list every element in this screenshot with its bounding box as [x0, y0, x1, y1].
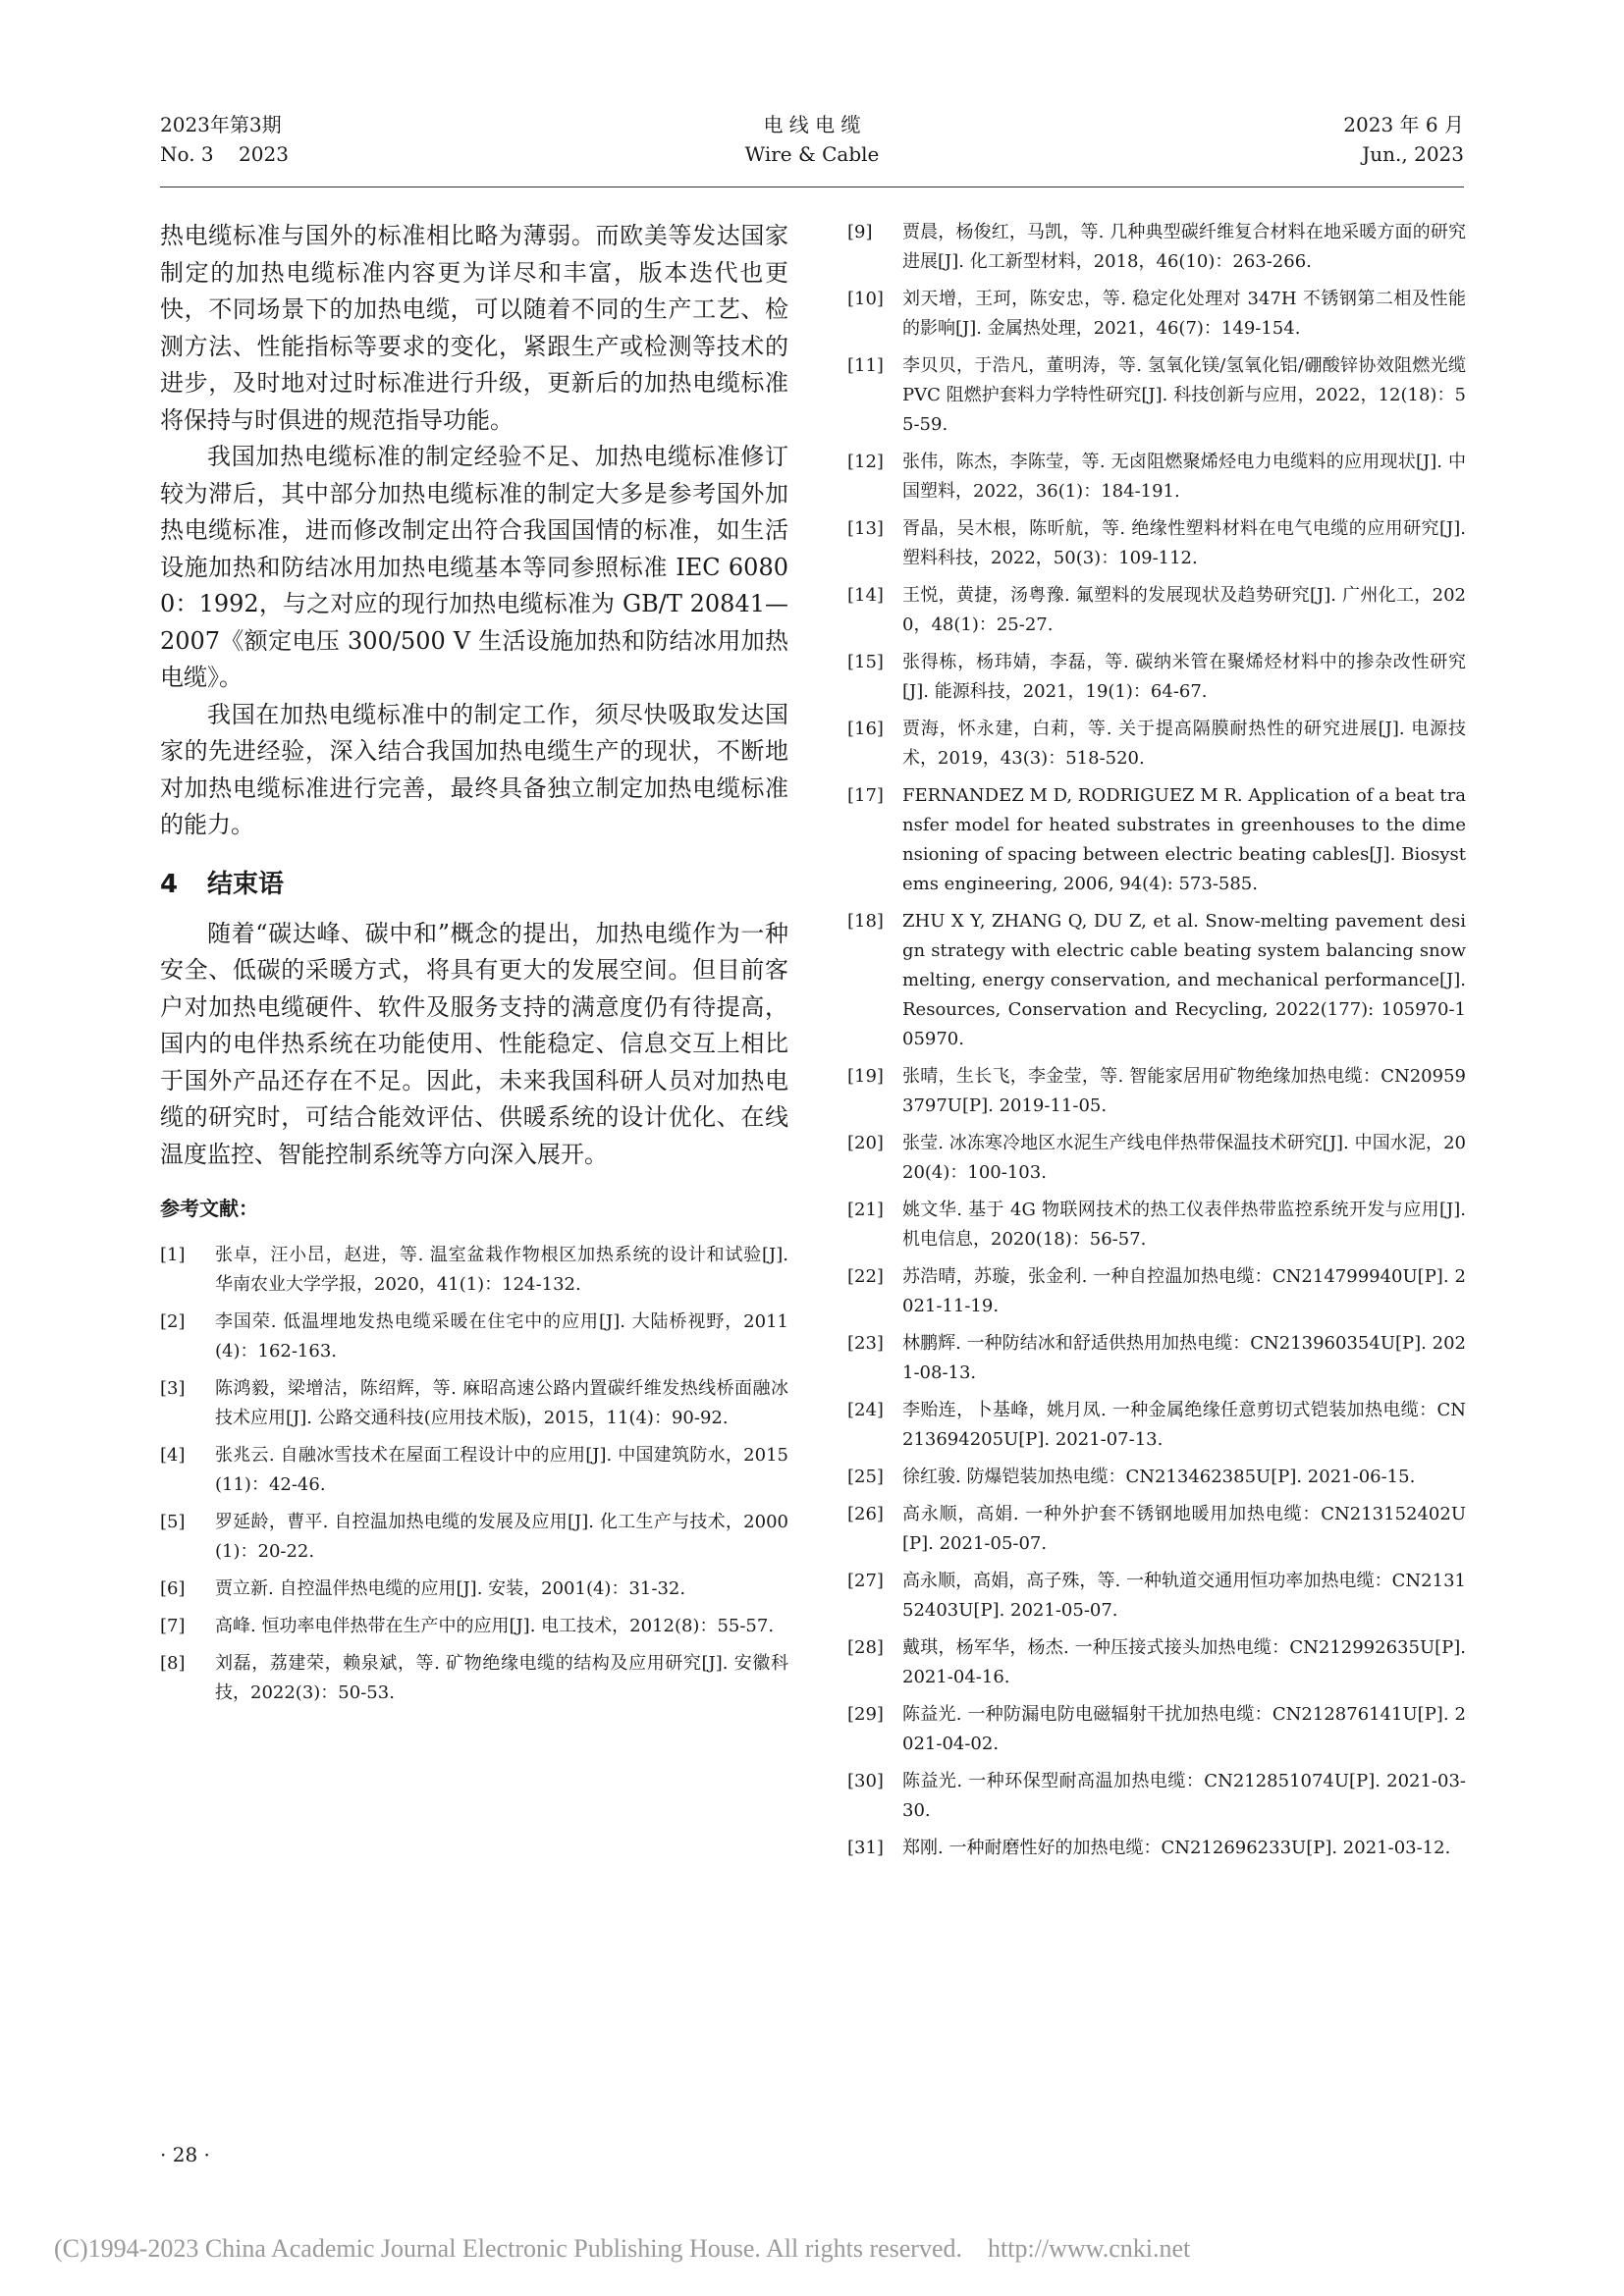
- reference-item: [847, 514, 1466, 573]
- reference-item: [847, 1633, 1466, 1692]
- reference-item: [847, 1196, 1466, 1255]
- reference-item: [160, 1308, 788, 1366]
- reference-item: [847, 1129, 1466, 1188]
- reference-text: 苏浩晴，苏璇，张金利. 一种自控温加热电缆：CN214799940U[P]. 2021-11-19.: [902, 1266, 1466, 1316]
- reference-text: 贾立新. 自控温伴热电缆的应用[J]. 安装，2001(4)：31-32.: [215, 1578, 686, 1599]
- date-cn: 2023 年 6 月: [1343, 113, 1464, 136]
- reference-item: [847, 351, 1466, 440]
- reference-text: 高峰. 恒功率电伴热带在生产中的应用[J]. 电工技术，2012(8)：55-57.: [215, 1616, 775, 1636]
- reference-number: [7]: [160, 1616, 186, 1636]
- reference-item: [847, 448, 1466, 507]
- reference-text: 罗延龄，曹平. 自控温加热电缆的发展及应用[J]. 化工生产与技术，2000(1)：20-22.: [215, 1512, 788, 1562]
- reference-text: 刘天增，王珂，陈安忠，等. 稳定化处理对 347H 不锈钢第二相及性能的影响[J]. 金属热处理，2021，46(7)：149-154.: [902, 289, 1466, 339]
- page-number: · 28 ·: [160, 2143, 210, 2166]
- reference-text: 高永顺，高娟，高子殊，等. 一种轨道交通用恒功率加热电缆：CN213152403U[P]. 2021-05-07.: [902, 1571, 1466, 1621]
- reference-item: [847, 1329, 1466, 1388]
- reference-number: [22]: [847, 1266, 884, 1287]
- reference-number: [4]: [160, 1445, 186, 1466]
- reference-text: 李贝贝，于浩凡，董明涛，等. 氢氧化镁/氢氧化铝/硼酸锌协效阻燃光缆 PVC 阻燃护套料力学特性研究[J]. 科技创新与应用，2022，12(18)：55-59.: [902, 355, 1466, 435]
- reference-item: [160, 1649, 788, 1708]
- reference-number: [27]: [847, 1571, 884, 1591]
- reference-number: [21]: [847, 1200, 884, 1220]
- copyright-watermark: (C)1994-2023 China Academic Journal Electronic Publishing House. All rights reserved. http://www.cnki.net: [54, 2234, 1191, 2263]
- reference-number: [20]: [847, 1133, 884, 1153]
- reference-number: [24]: [847, 1400, 884, 1420]
- reference-item: [847, 285, 1466, 344]
- reference-number: [13]: [847, 518, 884, 539]
- reference-number: [5]: [160, 1512, 186, 1532]
- reference-item: [847, 1062, 1466, 1121]
- issue-en: No. 3 2023: [160, 142, 289, 166]
- reference-text: 陈益光. 一种环保型耐高温加热电缆：CN212851074U[P]. 2021-03-30.: [902, 1771, 1466, 1821]
- reference-item: [847, 1700, 1466, 1759]
- reference-item: [847, 648, 1466, 707]
- right-column: [847, 218, 1466, 1871]
- reference-number: [28]: [847, 1637, 884, 1658]
- reference-text: 徐红骏. 防爆铠装加热电缆：CN213462385U[P]. 2021-06-15.: [902, 1467, 1416, 1487]
- references-list-right: [847, 218, 1466, 1863]
- reference-item: [160, 1374, 788, 1433]
- reference-text: 李国荣. 低温埋地发热电缆采暖在住宅中的应用[J]. 大陆桥视野，2011(4)：162-163.: [215, 1311, 788, 1362]
- body-paragraph-3: 我国在加热电缆标准中的制定工作，须尽快吸取发达国家的先进经验，深入结合我国加热电缆生产的现状，不断地对加热电缆标准进行完善，最终具备独立制定加热电缆标准的能力。: [160, 700, 788, 838]
- reference-text: 张伟，陈杰，李陈莹，等. 无卤阻燃聚烯烃电力电缆料的应用现状[J]. 中国塑料，2022，36(1)：184-191.: [902, 452, 1466, 502]
- reference-text: 贾海，怀永建，白莉，等. 关于提高隔膜耐热性的研究进展[J]. 电源技术，2019，43(3)：518-520.: [902, 719, 1466, 769]
- reference-item: [847, 1500, 1466, 1559]
- reference-text: 刘磊，荔建荣，赖泉斌，等. 矿物绝缘电缆的结构及应用研究[J]. 安徽科技，2022(3)：50-53.: [215, 1653, 788, 1703]
- journal-name-en: Wire & Cable: [744, 142, 880, 166]
- section-title: 结束语: [207, 869, 285, 899]
- reference-item: [847, 1834, 1466, 1863]
- reference-item: [847, 218, 1466, 277]
- reference-number: [18]: [847, 911, 884, 932]
- reference-text: 陈鸿毅，梁增洁，陈绍辉，等. 麻昭高速公路内置碳纤维发热线桥面融冰技术应用[J]. 公路交通科技(应用技术版)，2015，11(4)：90-92.: [215, 1378, 788, 1428]
- issue-cn: 2023年第3期: [160, 113, 282, 136]
- section-number: 4: [160, 869, 179, 899]
- reference-number: [1]: [160, 1245, 186, 1265]
- section-heading: [160, 864, 788, 900]
- reference-text: 张莹. 冰冻寒冷地区水泥生产线电伴热带保温技术研究[J]. 中国水泥，2020(4)：100-103.: [902, 1133, 1466, 1183]
- reference-number: [26]: [847, 1504, 884, 1524]
- reference-item: [847, 581, 1466, 640]
- reference-number: [15]: [847, 652, 884, 672]
- reference-item: [847, 907, 1466, 1054]
- reference-item: [847, 715, 1466, 774]
- references-heading: 参考文献：: [160, 1197, 258, 1220]
- reference-item: [160, 1575, 788, 1604]
- reference-item: [160, 1241, 788, 1300]
- reference-number: [6]: [160, 1578, 186, 1599]
- reference-text: 王悦，黄捷，汤粤豫. 氟塑料的发展现状及趋势研究[J]. 广州化工，2020，48(1)：25-27.: [902, 585, 1466, 635]
- reference-number: [14]: [847, 585, 884, 606]
- reference-text: 高永顺，高娟. 一种外护套不锈钢地暖用加热电缆：CN213152402U[P]. 2021-05-07.: [902, 1504, 1466, 1554]
- journal-name: [665, 110, 959, 169]
- reference-number: [11]: [847, 355, 884, 376]
- reference-number: [30]: [847, 1771, 884, 1791]
- journal-name-cn: 电 线 电 缆: [763, 113, 861, 136]
- reference-number: [17]: [847, 785, 884, 806]
- journal-issue: [160, 110, 289, 169]
- reference-item: [160, 1612, 788, 1641]
- reference-number: [23]: [847, 1333, 884, 1354]
- reference-text: 林鹏辉. 一种防结冰和舒适供热用加热电缆：CN213960354U[P]. 2021-08-13.: [902, 1333, 1466, 1383]
- reference-item: [160, 1441, 788, 1500]
- reference-text: 张得栋，杨玮婧，李磊，等. 碳纳米管在聚烯烃材料中的掺杂改性研究[J]. 能源科技，2021，19(1)：64-67.: [902, 652, 1466, 702]
- reference-text: 贾晨，杨俊红，马凯，等. 几种典型碳纤维复合材料在地采暖方面的研究进展[J]. 化工新型材料，2018，46(10)：263-266.: [902, 222, 1466, 272]
- reference-number: [9]: [847, 222, 873, 242]
- reference-text: 戴琪，杨军华，杨杰. 一种压接式接头加热电缆：CN212992635U[P]. 2021-04-16.: [902, 1637, 1466, 1687]
- left-column: [160, 218, 788, 1716]
- reference-item: [160, 1508, 788, 1567]
- references-list-left: [160, 1241, 788, 1708]
- reference-text: 郑刚. 一种耐磨性好的加热电缆：CN212696233U[P]. 2021-03-12.: [902, 1838, 1451, 1858]
- reference-number: [31]: [847, 1838, 884, 1858]
- reference-item: [847, 1262, 1466, 1321]
- journal-date: [1343, 110, 1464, 169]
- reference-number: [8]: [160, 1653, 186, 1674]
- reference-text: 张兆云. 自融冰雪技术在屋面工程设计中的应用[J]. 中国建筑防水，2015(11)：42-46.: [215, 1445, 788, 1495]
- reference-text: 李贻连，卜基峰，姚月凤. 一种金属绝缘任意剪切式铠装加热电缆：CN213694205U[P]. 2021-07-13.: [902, 1400, 1466, 1450]
- reference-number: [10]: [847, 289, 884, 309]
- reference-item: [847, 1567, 1466, 1626]
- reference-number: [25]: [847, 1467, 884, 1487]
- reference-text: ZHU X Y, ZHANG Q, DU Z, et al. Snow-melting pavement design strategy with electric cable beating system balancing snow melting, energy conservation, and mechanical performance[J]. Resources, Conservation and Recycling, 2022(177): 105970-105970.: [902, 911, 1466, 1049]
- reference-number: [3]: [160, 1378, 186, 1399]
- reference-item: [847, 1463, 1466, 1492]
- body-paragraph-1: 热电缆标准与国外的标准相比略为薄弱。而欧美等发达国家制定的加热电缆标准内容更为详尽和丰富，版本迭代也更快，不同场景下的加热电缆，可以随着不同的生产工艺、检测方法、性能指标等要求的变化，紧跟生产或检测等技术的进步，及时地对过时标准进行升级，更新后的加热电缆标准将保持与时俱进的规范指导功能。: [160, 222, 788, 434]
- reference-text: 陈益光. 一种防漏电防电磁辐射干扰加热电缆：CN212876141U[P]. 2021-04-02.: [902, 1704, 1466, 1754]
- reference-text: 胥晶，吴木根，陈昕航，等. 绝缘性塑料材料在电气电缆的应用研究[J]. 塑料科技，2022，50(3)：109-112.: [902, 518, 1466, 568]
- reference-number: [29]: [847, 1704, 884, 1725]
- reference-item: [847, 781, 1466, 899]
- reference-item: [847, 1767, 1466, 1826]
- reference-text: 张晴，生长飞，李金莹，等. 智能家居用矿物绝缘加热电缆：CN209593797U[P]. 2019-11-05.: [902, 1066, 1466, 1116]
- reference-number: [16]: [847, 719, 884, 739]
- reference-text: 姚文华. 基于 4G 物联网技术的热工仪表伴热带监控系统开发与应用[J]. 机电信息，2020(18)：56-57.: [902, 1200, 1466, 1250]
- body-paragraph-4: 随着“碳达峰、碳中和”概念的提出，加热电缆作为一种安全、低碳的采暖方式，将具有更大的发展空间。但目前客户对加热电缆硬件、软件及服务支持的满意度仍有待提高，国内的电伴热系统在功能使用、性能稳定、信息交互上相比于国外产品还存在不足。因此，未来我国科研人员对加热电缆的研究时，可结合能效评估、供暖系统的设计优化、在线温度监控、智能控制系统等方向深入展开。: [160, 919, 788, 1168]
- reference-text: 张卓，汪小旵，赵进，等. 温室盆栽作物根区加热系统的设计和试验[J]. 华南农业大学学报，2020，41(1)：124-132.: [215, 1245, 788, 1295]
- reference-number: [12]: [847, 452, 884, 472]
- body-paragraph-2: 我国加热电缆标准的制定经验不足、加热电缆标准修订较为滞后，其中部分加热电缆标准的制定大多是参考国外加热电缆标准，进而修改制定出符合我国国情的标准，如生活设施加热和防结冰用加热电缆基本等同参照标准 IEC 60800：1992，与之对应的现行加热电缆标准为 GB/T 20841—2007《额定电压 300/500 V 生活设施加热和防结冰用加热电缆》。: [160, 443, 788, 691]
- reference-number: [19]: [847, 1066, 884, 1087]
- reference-text: FERNANDEZ M D, RODRIGUEZ M R. Application of a beat transfer model for heated substrates in greenhouses to the dimensioning of spacing between electric beating cables[J]. Biosystems engineering, 2006, 94(4): 573-585.: [902, 785, 1466, 894]
- date-en: Jun., 2023: [1362, 142, 1464, 166]
- reference-item: [847, 1396, 1466, 1455]
- reference-number: [2]: [160, 1311, 186, 1332]
